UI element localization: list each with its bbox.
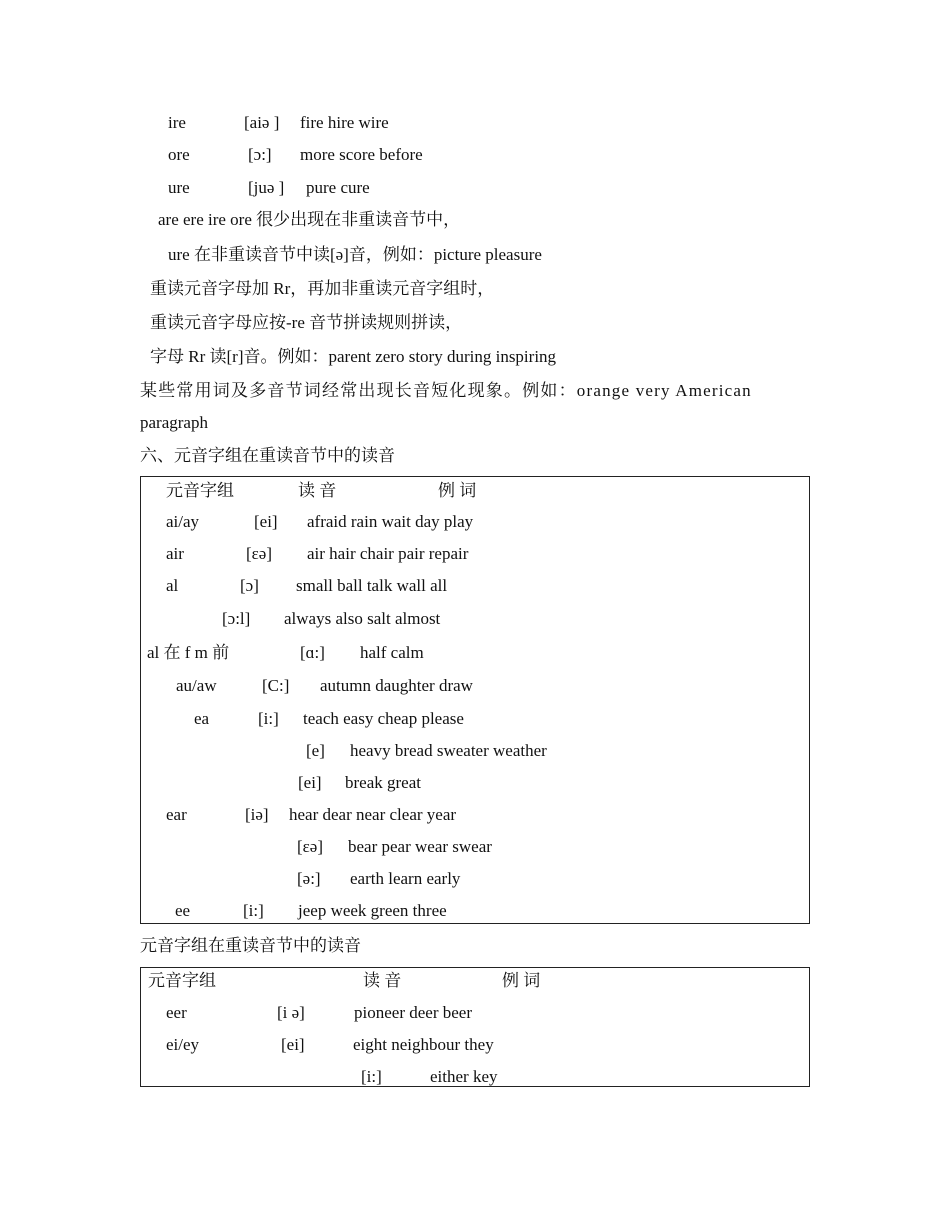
table-row-examples: either key xyxy=(430,1067,498,1086)
table-row-ipa: [i:] xyxy=(243,901,264,920)
table-row-examples: air hair chair pair repair xyxy=(307,544,469,563)
row-ure-spelling: ure xyxy=(168,178,190,197)
table-row-ipa: [ə:] xyxy=(297,869,321,888)
row-ure-ipa: [juə ] xyxy=(248,178,285,197)
table-row-spelling: ear xyxy=(166,805,187,824)
table-row-ipa: [ɔ] xyxy=(240,576,259,595)
note-line-2: ure 在非重读音节中读[ə]音，例如：picture pleasure xyxy=(168,245,542,264)
table-row-examples: pioneer deer beer xyxy=(354,1003,472,1022)
section1-header-examples: 例 词 xyxy=(438,481,477,500)
table-row-ipa: [ei] xyxy=(298,773,322,792)
note-line-6: 某些常用词及多音节词经常出现长音短化现象。例如：orange very American xyxy=(140,381,752,400)
table-row-spelling: au/aw xyxy=(176,676,217,695)
table-row-examples: earth learn early xyxy=(350,869,461,888)
note-line-7: paragraph xyxy=(140,413,208,432)
section2-header-spelling: 元音字组 xyxy=(148,971,216,990)
table-row-examples: teach easy cheap please xyxy=(303,709,464,728)
row-ore-ipa: [ɔ:] xyxy=(248,145,272,164)
table-row-ipa: [ei] xyxy=(254,512,278,531)
table-row-examples: half calm xyxy=(360,643,424,662)
table-row-examples: autumn daughter draw xyxy=(320,676,473,695)
table-row-ipa: [εə] xyxy=(246,544,273,563)
table-row-ipa: [i ə] xyxy=(277,1003,305,1022)
note-line-5: 字母 Rr 读[r]音。例如：parent zero story during inspiring xyxy=(150,347,557,366)
table-row-spelling: ea xyxy=(194,709,210,728)
table-row-ipa: [ɑ:] xyxy=(300,643,325,662)
table-row-ipa: [εə] xyxy=(297,837,324,856)
table-row-spelling: al 在 f m 前 xyxy=(147,643,230,662)
row-ore-spelling: ore xyxy=(168,145,190,164)
table-row-ipa: [e] xyxy=(306,741,325,760)
table-row-spelling: ai/ay xyxy=(166,512,200,531)
row-ire-examples: fire hire wire xyxy=(300,113,389,132)
table-row-examples: hear dear near clear year xyxy=(289,805,457,824)
row-ore-examples: more score before xyxy=(300,145,423,164)
table-row-spelling: al xyxy=(166,576,179,595)
table-row-examples: small ball talk wall all xyxy=(296,576,448,595)
table-row-ipa: [C:] xyxy=(262,676,290,695)
table-row-spelling: air xyxy=(166,544,184,563)
table-row-ipa: [i:] xyxy=(361,1067,382,1086)
table-row-ipa: [ei] xyxy=(281,1035,305,1054)
table-row-examples: eight neighbour they xyxy=(353,1035,494,1054)
table-row-examples: break great xyxy=(345,773,421,792)
table-row-examples: afraid rain wait day play xyxy=(307,512,474,531)
note-line-3: 重读元音字母加 Rr，再加非重读元音字组时， xyxy=(150,279,495,298)
table-row-ipa: [i:] xyxy=(258,709,279,728)
table-row-spelling: ee xyxy=(175,901,191,920)
note-line-4: 重读元音字母应按-re 音节拼读规则拼读， xyxy=(150,313,463,332)
row-ire-spelling: ire xyxy=(168,113,186,132)
table-row-examples: jeep week green three xyxy=(298,901,447,920)
table-row-spelling: eer xyxy=(166,1003,187,1022)
section1-header-spelling: 元音字组 xyxy=(166,481,234,500)
table-row-ipa: [ɔ:l] xyxy=(222,609,251,628)
row-ire-ipa: [aiə ] xyxy=(244,113,280,132)
section1-header-ipa: 读 音 xyxy=(298,481,337,500)
table-row-examples: always also salt almost xyxy=(284,609,441,628)
section2-header-ipa: 读 音 xyxy=(363,971,402,990)
section1-heading: 六、元音字组在重读音节中的读音 xyxy=(140,446,395,465)
table-row-ipa: [iə] xyxy=(245,805,269,824)
section2-heading: 元音字组在重读音节中的读音 xyxy=(140,936,361,955)
section2-header-examples: 例 词 xyxy=(502,971,541,990)
table-row-examples: heavy bread sweater weather xyxy=(350,741,547,760)
row-ure-examples: pure cure xyxy=(306,178,370,197)
note-line-1: are ere ire ore 很少出现在非重读音节中， xyxy=(158,210,461,229)
table-row-spelling: ei/ey xyxy=(166,1035,200,1054)
table-row-examples: bear pear wear swear xyxy=(348,837,492,856)
